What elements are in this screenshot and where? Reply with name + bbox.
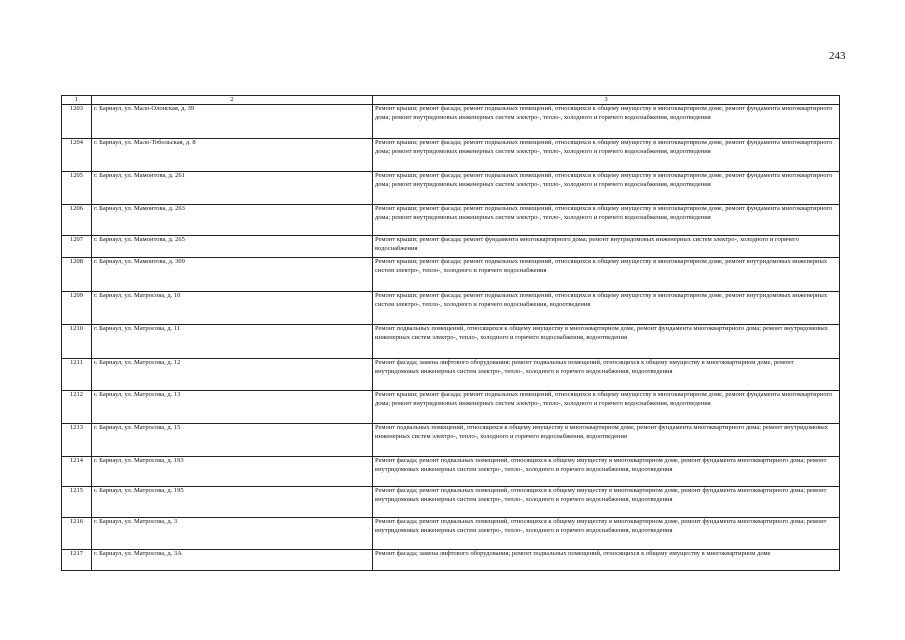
table-row: [62, 258, 840, 292]
row-works: Ремонт фасада; замена лифтового оборудования; ремонт подвальных помещений, относящихся к общему имуществу в многоквартирном доме, ремонт внутридомовых инженерных систем электро-, тепло-, холодного и горячего водоснабжения, водоотведения: [373, 359, 840, 391]
row-works: Ремонт крыши; ремонт фасада; ремонт подвальных помещений, относящихся к общему имуществу в многоквартирном доме, ремонт фундамента многоквартирного дома; ремонт внутридомовых инженерных систем электро-, тепло-, холодного и горячего водоснабжения, водоотведения: [373, 139, 840, 172]
row-number: 1207: [62, 236, 92, 258]
table-row: [62, 487, 840, 518]
row-address: г. Барнаул, ул. Матросова, д. 13: [92, 391, 373, 424]
row-address: г. Барнаул, ул. Матросова, д. 3А: [92, 550, 373, 571]
row-number: 1206: [62, 205, 92, 236]
row-works: Ремонт крыши; ремонт фасада; ремонт фундамента многоквартирного дома; ремонт внутридомовых инженерных систем электро-, холодного и горячего водоснабжения: [373, 236, 840, 258]
row-works: Ремонт крыши; ремонт фасада; ремонт подвальных помещений, относящихся к общему имуществу в многоквартирном доме, ремонт фундамента многоквартирного дома; ремонт внутридомовых инженерных систем электро-, тепло-, холодного и горячего водоснабжения, водоотведения: [373, 205, 840, 236]
row-number: 1217: [62, 550, 92, 571]
row-works: Ремонт фасада; ремонт подвальных помещений, относящихся к общему имуществу в многоквартирном доме, ремонт фундамента многоквартирного дома; ремонт внутридомовых инженерных систем электро-, тепло-, холодного и горячего водоснабжения, водоотведения: [373, 457, 840, 487]
table-row: [62, 518, 840, 550]
row-address: г. Барнаул, ул. Мамонтова, д. 309: [92, 258, 373, 292]
row-works: Ремонт крыши; ремонт фасада; ремонт подвальных помещений, относящихся к общему имуществу в многоквартирном доме, ремонт фундамента многоквартирного дома; ремонт внутридомовых инженерных систем электро-, тепло-, холодного и горячего водоснабжения, водоотведения: [373, 391, 840, 424]
row-address: г. Барнаул, ул. Матросова, д. 11: [92, 325, 373, 359]
page-number: 243: [829, 50, 846, 62]
row-works: Ремонт крыши; ремонт фасада; ремонт подвальных помещений, относящихся к общему имуществу в многоквартирном доме, ремонт фундамента многоквартирного дома; ремонт внутридомовых инженерных систем электро-, тепло-, холодного и горячего водоснабжения, водоотведения: [373, 105, 840, 139]
table-row: [62, 457, 840, 487]
row-number: 1216: [62, 518, 92, 550]
row-works: Ремонт фасада; замена лифтового оборудования; ремонт подвальных помещений, относящихся к общему имуществу в многоквартирном доме: [373, 550, 840, 571]
row-address: г. Барнаул, ул. Матросова, д. 12: [92, 359, 373, 391]
row-number: 1211: [62, 359, 92, 391]
row-number: 1208: [62, 258, 92, 292]
repair-table: [61, 95, 840, 571]
table-row: [62, 292, 840, 325]
table-row: [62, 105, 840, 139]
row-address: г. Барнаул, ул. Матросова, д. 15: [92, 424, 373, 457]
table-row: [62, 424, 840, 457]
row-works: Ремонт фасада; ремонт подвальных помещений, относящихся к общему имуществу в многоквартирном доме, ремонт фундамента многоквартирного дома; ремонт внутридомовых инженерных систем электро-, тепло-, холодного и горячего водоснабжения, водоотведения: [373, 487, 840, 518]
row-address: г. Барнаул, ул. Мамонтова, д. 261: [92, 172, 373, 205]
row-address: г. Барнаул, ул. Мамонтова, д. 263: [92, 205, 373, 236]
row-number: 1205: [62, 172, 92, 205]
row-number: 1204: [62, 139, 92, 172]
row-number: 1203: [62, 105, 92, 139]
column-header-3: 3: [373, 96, 840, 105]
row-number: 1214: [62, 457, 92, 487]
row-number: 1215: [62, 487, 92, 518]
row-address: г. Барнаул, ул. Матросова, д. 193: [92, 457, 373, 487]
row-works: Ремонт подвальных помещений, относящихся к общему имуществу в многоквартирном доме, ремонт фундамента многоквартирного дома; ремонт внутридомовых инженерных систем электро-, тепло-, холодного и горячего водоснабжения, водоотведения: [373, 325, 840, 359]
column-header-2: 2: [92, 96, 373, 105]
table-header-row: [62, 96, 840, 105]
row-number: 1213: [62, 424, 92, 457]
row-works: Ремонт крыши; ремонт фасада; ремонт подвальных помещений, относящихся к общему имуществу в многоквартирном доме, ремонт фундамента многоквартирного дома; ремонт внутридомовых инженерных систем электро-, тепло-, холодного и горячего водоснабжения, водоотведения: [373, 172, 840, 205]
table-row: [62, 236, 840, 258]
table-row: [62, 391, 840, 424]
row-address: г. Барнаул, ул. Матросова, д. 10: [92, 292, 373, 325]
table-row: [62, 172, 840, 205]
row-number: 1210: [62, 325, 92, 359]
row-works: Ремонт крыши; ремонт фасада; ремонт подвальных помещений, относящихся к общему имуществу в многоквартирном доме, ремонт внутридомовых инженерных систем электро-, тепло-, холодного и горячего водоснабжения, водоотведения: [373, 292, 840, 325]
table-row: [62, 325, 840, 359]
table-row: [62, 139, 840, 172]
row-number: 1212: [62, 391, 92, 424]
row-works: Ремонт подвальных помещений, относящихся к общему имуществу в многоквартирном доме, ремонт фундамента многоквартирного дома; ремонт внутридомовых инженерных систем электро-, тепло-, холодного и горячего водоснабжения, водоотведения: [373, 424, 840, 457]
column-header-1: 1: [62, 96, 92, 105]
row-address: г. Барнаул, ул. Мало-Олонская, д. 39: [92, 105, 373, 139]
table-row: [62, 550, 840, 571]
row-address: г. Барнаул, ул. Матросова, д. 3: [92, 518, 373, 550]
row-address: г. Барнаул, ул. Мало-Тобольская, д. 8: [92, 139, 373, 172]
table-row: [62, 205, 840, 236]
row-works: Ремонт фасада; ремонт подвальных помещений, относящихся к общему имуществу в многоквартирном доме, ремонт фундамента многоквартирного дома; ремонт внутридомовых инженерных систем электро-, тепло-, холодного и горячего водоснабжения, водоотведения: [373, 518, 840, 550]
row-works: Ремонт крыши; ремонт фасада; ремонт подвальных помещений, относящихся к общему имуществу в многоквартирном доме, ремонт внутридомовых инженерных систем электро-, тепло-, холодного и горячего водоснабжения: [373, 258, 840, 292]
table-row: [62, 359, 840, 391]
row-number: 1209: [62, 292, 92, 325]
row-address: г. Барнаул, ул. Матросова, д. 195: [92, 487, 373, 518]
row-address: г. Барнаул, ул. Мамонтова, д. 265: [92, 236, 373, 258]
